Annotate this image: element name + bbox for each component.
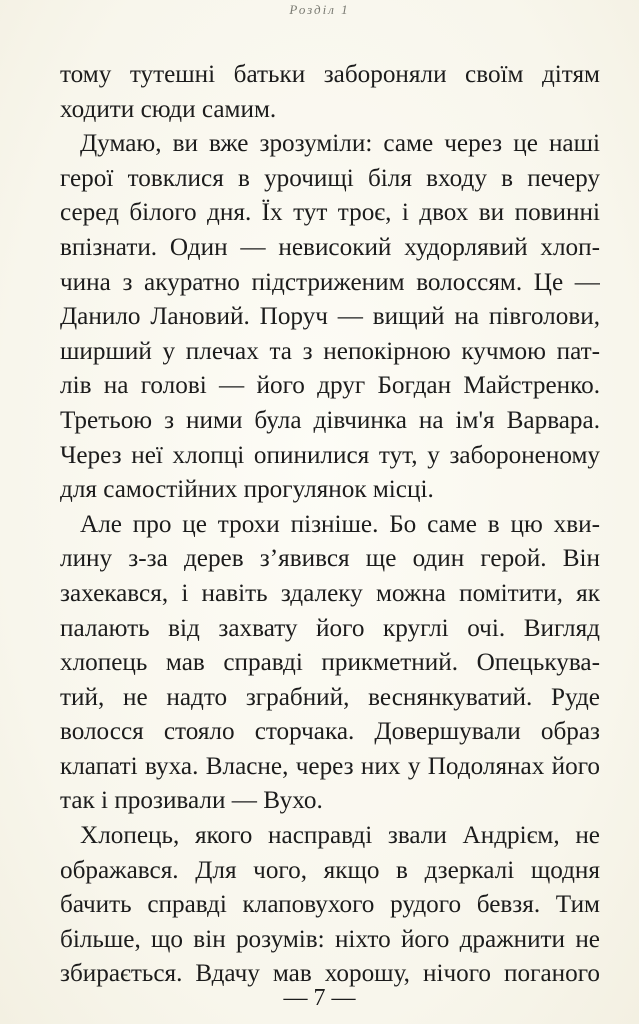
text-line: для самостійних прогулянок місці. (60, 476, 434, 504)
text-line: ображався. Для чого, якщо в дзеркалі щодня (60, 856, 600, 884)
paragraph-3 (60, 508, 600, 819)
text-line: серед білого дня. Їх тут троє, і двох ви повинні (60, 199, 600, 227)
text-line: тому тутешні батьки забороняли своїм дітям (60, 61, 600, 88)
text-line: герої товклися в урочищі біля входу в печеру (60, 164, 600, 192)
text-line: ширший у плечах та з непокірною кучмою пат- (60, 337, 600, 365)
text-line: збирається. Вдачу мав хорошу, нічого поганого (60, 960, 600, 988)
text-line: хлопець мав справді прикметний. Опецькува- (60, 649, 600, 677)
paragraph-4 (60, 819, 600, 992)
text-line: Думаю, ви вже зрозуміли: саме через це наші (80, 130, 600, 158)
text-line: клапаті вуха. Власне, через них у Подолянах його (60, 752, 600, 780)
text-line: чина з акуратно підстриженим волоссям. Це — (60, 268, 600, 296)
text-line: бачить справді клаповухого рудого бевзя. Тим (60, 891, 600, 919)
text-line: Третьою з ними була дівчинка на ім'я Варвара. (60, 406, 600, 434)
text-line: ходити сюди самим. (60, 95, 277, 123)
text-line: Хлопець, якого насправді звали Андрієм, не (80, 822, 600, 850)
text-line: волосся стояло сторчака. Довершували образ (60, 718, 600, 746)
text-line: впізнати. Один — невисокий худорлявий хлоп- (60, 233, 600, 261)
text-line: палають від захвату його круглі очі. Вигляд (60, 614, 600, 642)
text-line: Через неї хлопці опинилися тут, у забороненому (60, 441, 600, 469)
text-line: Але про це трохи пізніше. Бо саме в цю хви- (80, 510, 600, 538)
page-number: — 7 — (283, 985, 356, 1011)
paragraph-1 (60, 58, 600, 127)
text-line: лину з-за дерев з’явився ще один герой. Він (60, 545, 600, 573)
body-text (60, 58, 600, 992)
text-line: Данило Лановий. Поруч — вищий на півголови, (60, 303, 600, 331)
text-line: лів на голові — його друг Богдан Майстренко. (60, 372, 600, 400)
text-line: тий, не надто зграбний, веснянкуватий. Руде (60, 683, 600, 711)
running-head: Розділ 1 (289, 2, 350, 17)
text-line: захекався, і навіть здалеку можна помітити, як (60, 579, 600, 607)
text-line: більше, що він розумів: ніхто його дражнити не (60, 925, 600, 953)
paragraph-2 (60, 127, 600, 508)
text-line: так і прозивали — Вухо. (60, 787, 323, 815)
